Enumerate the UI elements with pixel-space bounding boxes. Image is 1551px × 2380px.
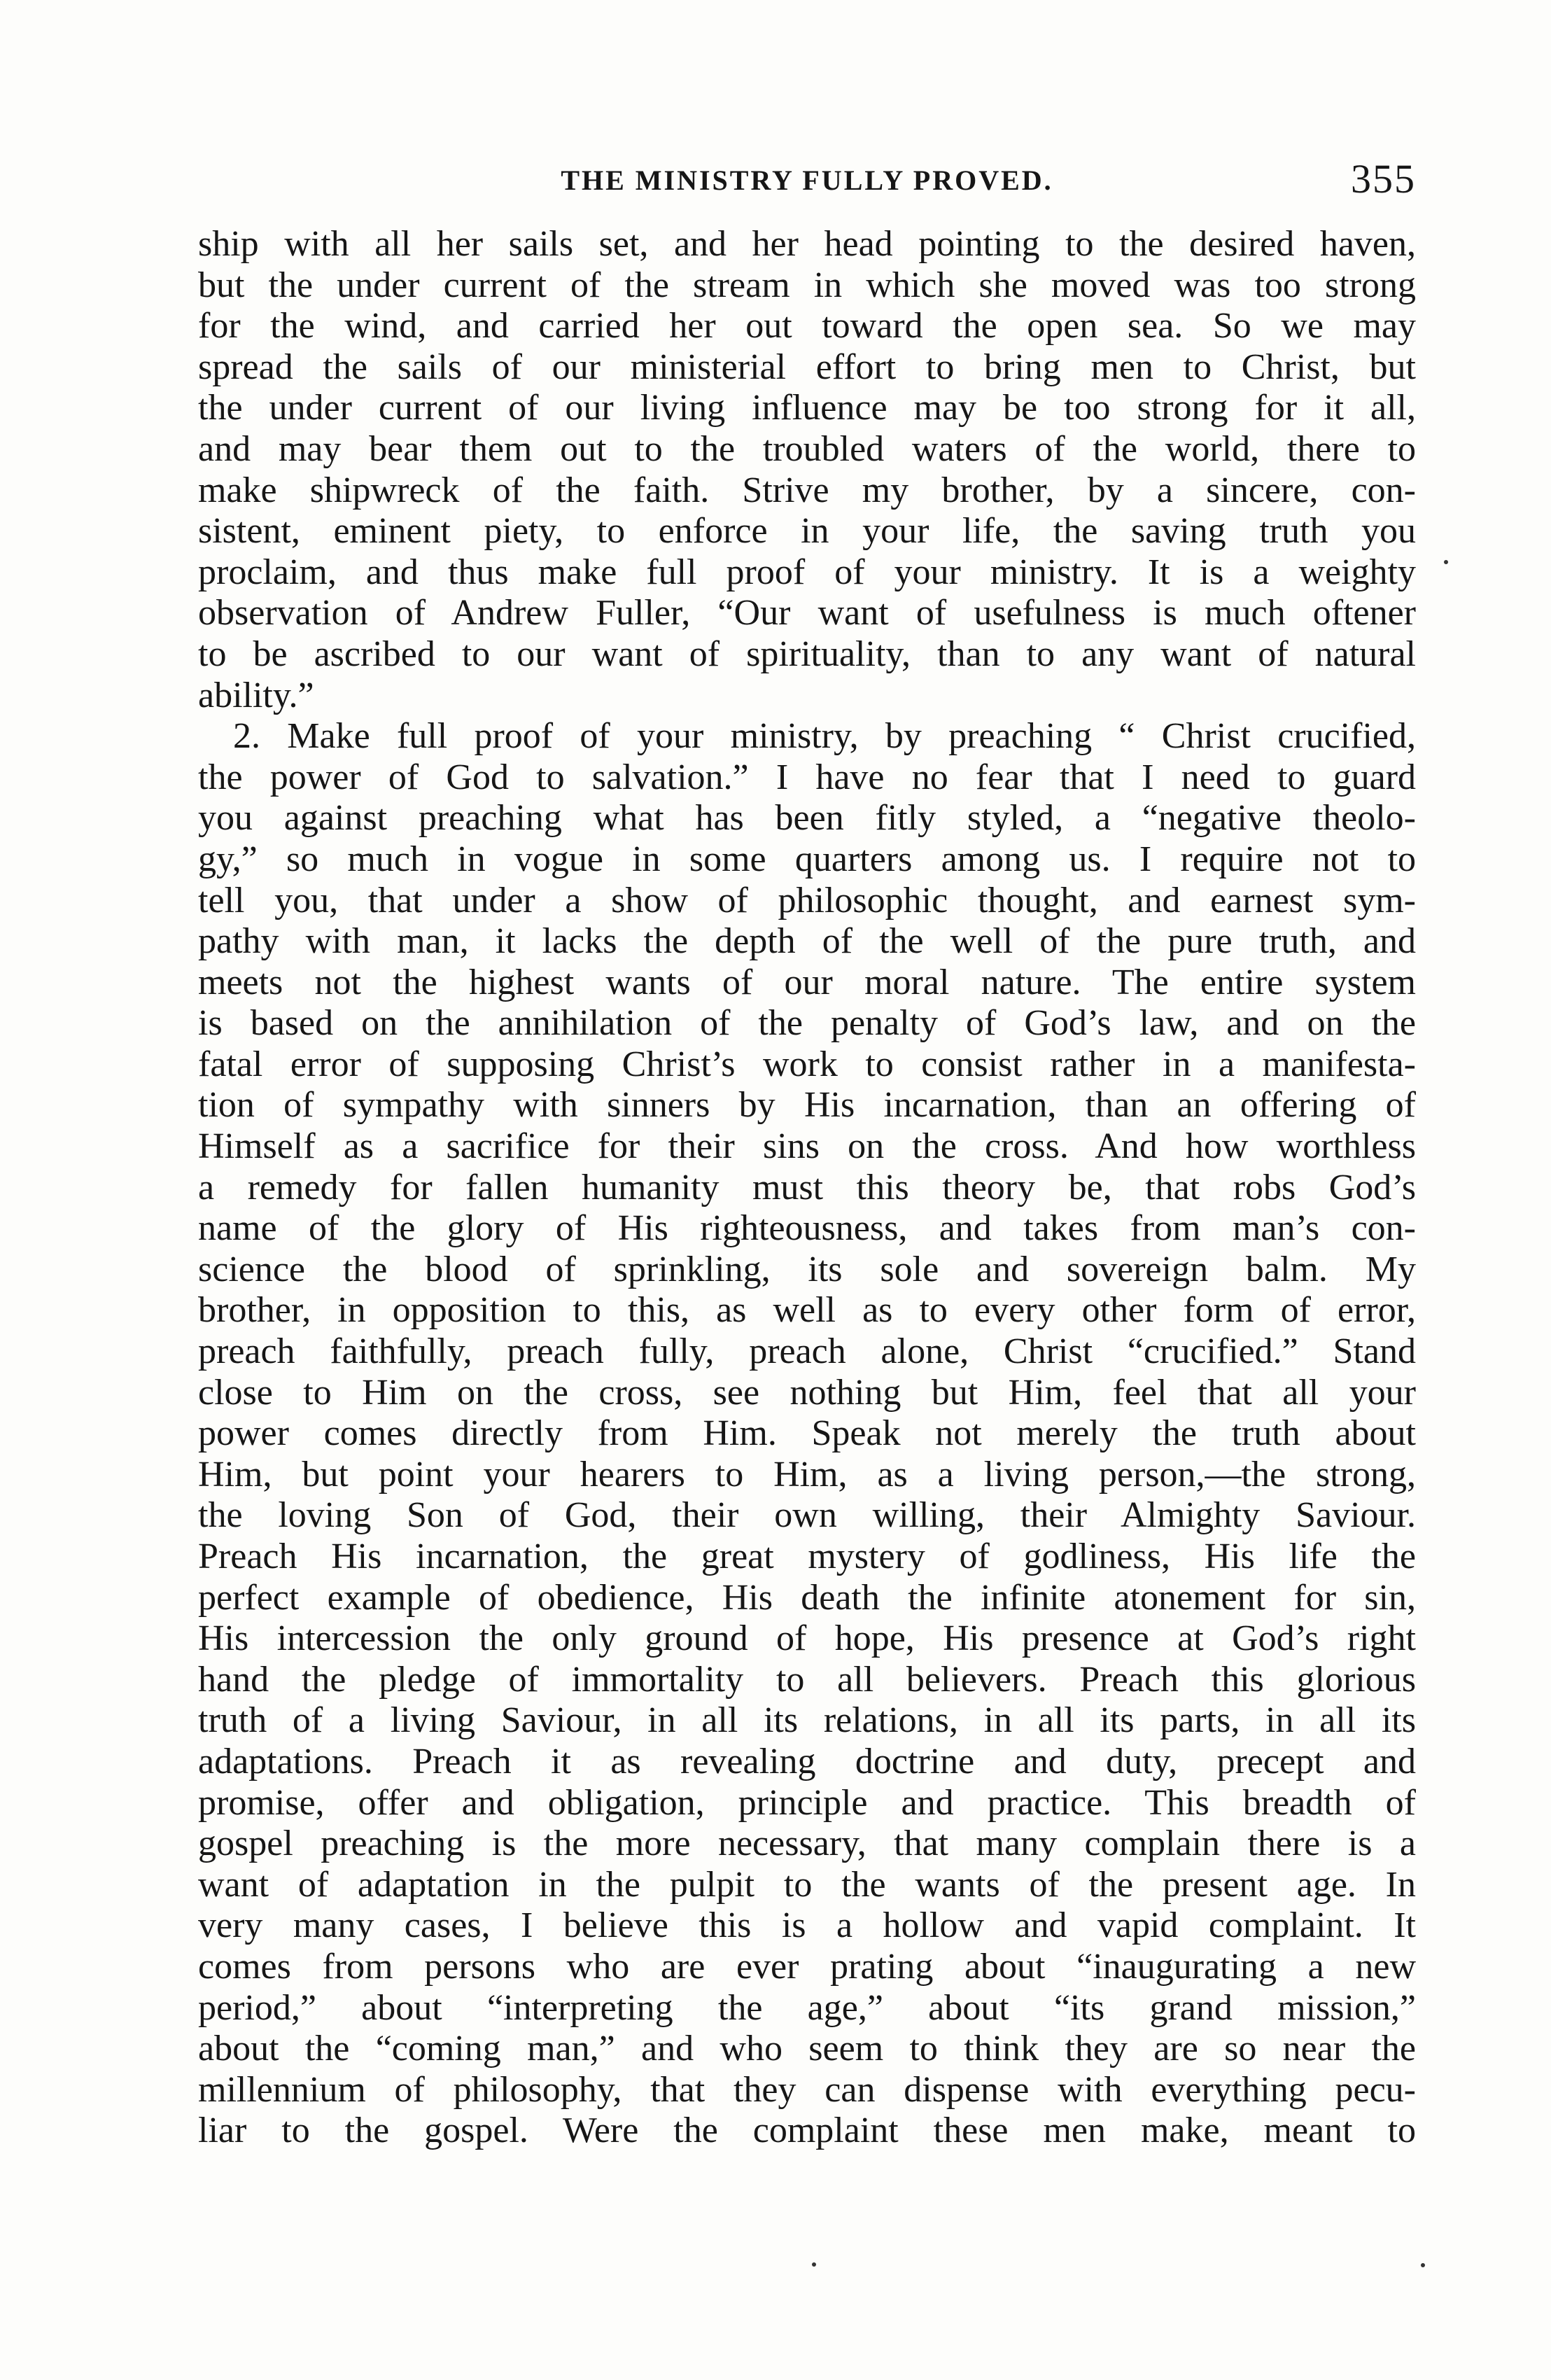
text-line: is based on the annihilation of the penalty of God’s law, and on the	[198, 1003, 1416, 1044]
text-line: truth of a living Saviour, in all its relations, in all its parts, in all its	[198, 1700, 1416, 1741]
print-speck	[1421, 2263, 1425, 2267]
text-line: the under current of our living influence may be too strong for it all,	[198, 388, 1416, 428]
running-header	[198, 155, 1416, 211]
text-line: comes from persons who are ever prating about “inaugurating a new	[198, 1946, 1416, 1987]
text-line: fatal error of supposing Christ’s work to consist rather in a manifesta-	[198, 1044, 1416, 1084]
text-line: observation of Andrew Fuller, “Our want of usefulness is much oftener	[198, 593, 1416, 634]
text-line: pathy with man, it lacks the depth of the well of the pure truth, and	[198, 921, 1416, 962]
text-line: sistent, eminent piety, to enforce in your life, the saving truth you	[198, 511, 1416, 552]
running-title: THE MINISTRY FULLY PROVED.	[561, 164, 1053, 196]
text-line: Him, but point your hearers to Him, as a living person,—the strong,	[198, 1454, 1416, 1494]
text-line: for the wind, and carried her out toward the open sea. So we may	[198, 306, 1416, 346]
text-line: name of the glory of His righteousness, and takes from man’s con-	[198, 1208, 1416, 1249]
text-line: a remedy for fallen humanity must this theory be, that robs God’s	[198, 1167, 1416, 1208]
text-line: His intercession the only ground of hope, His presence at God’s right	[198, 1618, 1416, 1659]
text-line: very many cases, I believe this is a hollow and vapid complaint. It	[198, 1905, 1416, 1946]
text-line: want of adaptation in the pulpit to the wants of the present age. In	[198, 1864, 1416, 1905]
text-line: millennium of philosophy, that they can dispense with everything pecu-	[198, 2069, 1416, 2110]
text-line: you against preaching what has been fitly styled, a “negative theolo-	[198, 798, 1416, 839]
text-line: hand the pledge of immortality to all believers. Preach this glorious	[198, 1659, 1416, 1700]
text-line: gy,” so much in vogue in some quarters among us. I require not to	[198, 839, 1416, 879]
print-speck	[812, 2262, 816, 2267]
text-line: 2. Make full proof of your ministry, by preaching “ Christ crucified,	[233, 716, 1416, 757]
text-line: about the “coming man,” and who seem to think they are so near the	[198, 2029, 1416, 2069]
text-line: promise, offer and obligation, principle and practice. This breadth of	[198, 1782, 1416, 1823]
text-line: gospel preaching is the more necessary, that many complain there is a	[198, 1823, 1416, 1864]
text-line: proclaim, and thus make full proof of your ministry. It is a weighty	[198, 552, 1416, 592]
text-line: science the blood of sprinkling, its sole and sovereign balm. My	[198, 1249, 1416, 1289]
text-line: Preach His incarnation, the great mystery of godliness, His life the	[198, 1536, 1416, 1576]
text-line: meets not the highest wants of our moral nature. The entire system	[198, 962, 1416, 1002]
text-line: the loving Son of God, their own willing, their Almighty Saviour.	[198, 1495, 1416, 1536]
text-line: tell you, that under a show of philosophic thought, and earnest sym-	[198, 880, 1416, 920]
text-line: close to Him on the cross, see nothing but Him, feel that all your	[198, 1372, 1416, 1413]
text-line: spread the sails of our ministerial effort to bring men to Christ, but	[198, 346, 1416, 387]
text-line: brother, in opposition to this, as well as to every other form of error,	[198, 1290, 1416, 1331]
page-number: 355	[1351, 156, 1416, 202]
text-line: tion of sympathy with sinners by His incarnation, than an offering of	[198, 1085, 1416, 1126]
text-line: adaptations. Preach it as revealing doctrine and duty, precept and	[198, 1741, 1416, 1782]
text-line: preach faithfully, preach fully, preach alone, Christ “crucified.” Stand	[198, 1331, 1416, 1372]
print-speck	[1444, 560, 1448, 564]
text-line: the power of God to salvation.” I have no fear that I need to guard	[198, 757, 1416, 797]
text-line: ability.”	[198, 675, 314, 715]
text-line: but the under current of the stream in which she moved was too strong	[198, 265, 1416, 305]
text-line: make shipwreck of the faith. Strive my brother, by a sincere, con-	[198, 470, 1416, 510]
text-line: period,” about “interpreting the age,” about “its grand mission,”	[198, 1987, 1416, 2028]
text-line: Himself as a sacrifice for their sins on the cross. And how worthless	[198, 1126, 1416, 1167]
text-line: liar to the gospel. Were the complaint these men make, meant to	[198, 2110, 1416, 2151]
text-line: to be ascribed to our want of spirituality, than to any want of natural	[198, 634, 1416, 674]
text-line: power comes directly from Him. Speak not merely the truth about	[198, 1413, 1416, 1454]
text-line: ship with all her sails set, and her head pointing to the desired haven,	[198, 224, 1416, 264]
text-line: and may bear them out to the troubled waters of the world, there to	[198, 428, 1416, 469]
text-line: perfect example of obedience, His death the infinite atonement for sin,	[198, 1577, 1416, 1618]
body-text	[198, 224, 1416, 2152]
